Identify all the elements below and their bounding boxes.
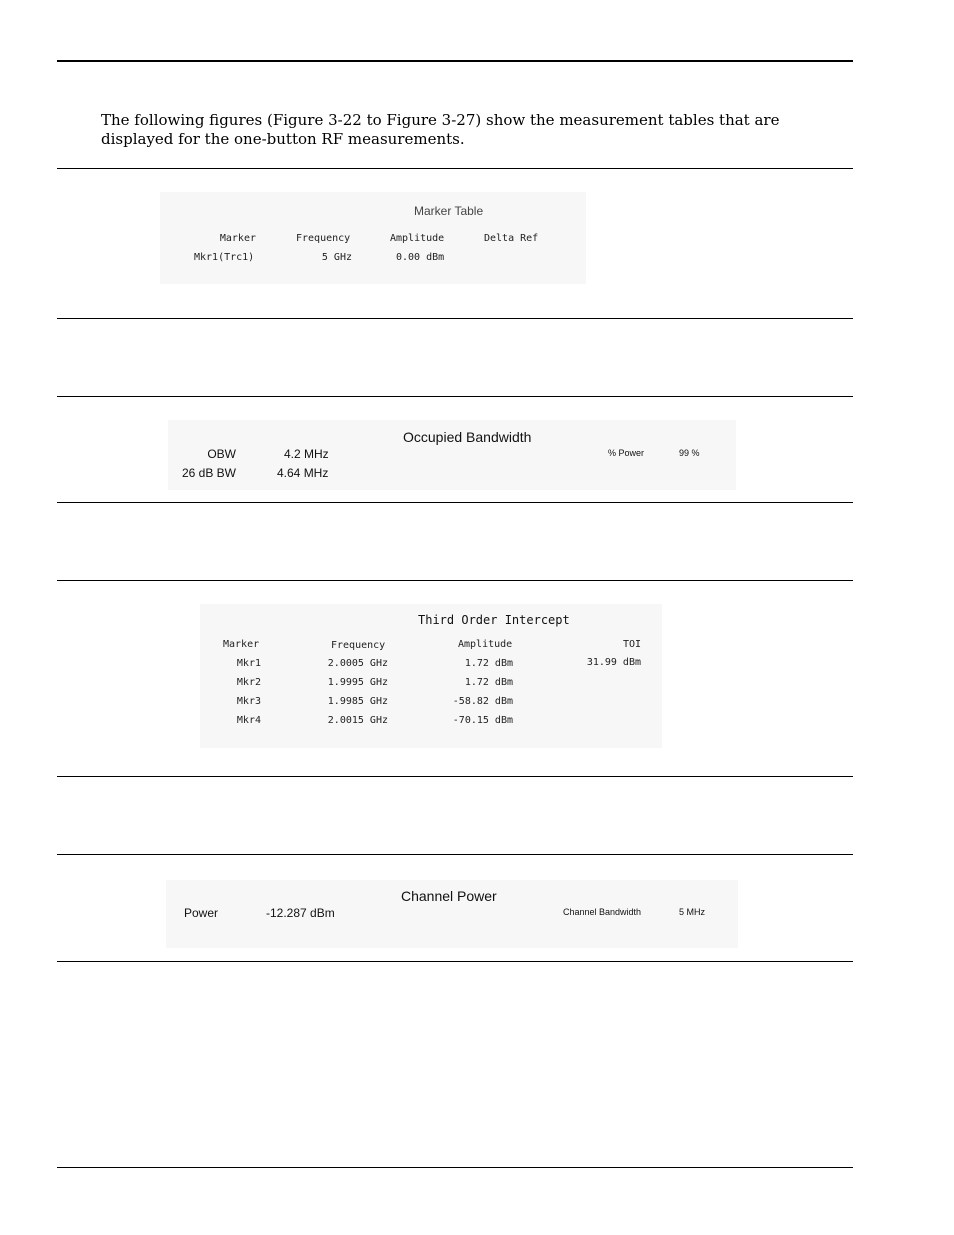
toi-row-frequency: 2.0005 GHz xyxy=(327,658,388,669)
marker-table-header-delta-ref: Delta Ref xyxy=(484,233,539,244)
toi-row-marker: Mkr3 xyxy=(236,696,261,707)
figure-rule xyxy=(57,580,853,581)
toi-row-amplitude: -58.82 dBm xyxy=(452,696,513,707)
toi-row-frequency: 2.0015 GHz xyxy=(327,715,388,726)
obw-value: 4.2 MHz xyxy=(284,447,329,461)
footer-rule xyxy=(57,1167,853,1168)
bw-26db-value: 4.64 MHz xyxy=(277,466,329,480)
figure-rule xyxy=(57,502,853,503)
toi-row-marker: Mkr2 xyxy=(236,677,261,688)
marker-table-cell-marker: Mkr1(Trc1) xyxy=(194,252,255,263)
toi-row-amplitude: -70.15 dBm xyxy=(452,715,513,726)
toi-header-amplitude: Amplitude xyxy=(458,639,513,650)
figure-rule xyxy=(57,396,853,397)
bw-26db-label: 26 dB BW xyxy=(181,466,236,480)
channel-bandwidth-value: 5 MHz xyxy=(679,907,706,917)
toi-header-frequency: Frequency xyxy=(331,640,386,651)
figure-rule xyxy=(57,318,853,319)
intro-paragraph: The following figures (Figure 3-22 to Figure 3-27) show the measurement tables that are displayed for the one-button RF measurements. xyxy=(101,111,780,148)
marker-table-cell-frequency: 5 GHz xyxy=(321,252,352,263)
obw-title: Occupied Bandwidth xyxy=(403,429,532,445)
figure-rule xyxy=(57,776,853,777)
channel-power-label: Power xyxy=(184,906,219,920)
obw-label: OBW xyxy=(207,447,236,461)
toi-row-amplitude: 1.72 dBm xyxy=(464,658,513,669)
toi-row-amplitude: 1.72 dBm xyxy=(464,677,513,688)
toi-title: Third Order Intercept xyxy=(418,613,570,627)
figure-rule xyxy=(57,854,853,855)
percent-power-value: 99 % xyxy=(679,448,700,458)
toi-row-marker: Mkr4 xyxy=(236,715,261,726)
toi-header-toi: TOI xyxy=(622,639,641,650)
toi-row-marker: Mkr1 xyxy=(236,658,261,669)
channel-power-value: -12.287 dBm xyxy=(266,906,335,920)
toi-row-toi: 31.99 dBm xyxy=(586,657,641,668)
marker-table-header-frequency: Frequency xyxy=(296,233,351,244)
channel-bandwidth-label: Channel Bandwidth xyxy=(563,907,642,917)
channel-power-title: Channel Power xyxy=(401,888,497,904)
header-rule xyxy=(57,60,853,62)
marker-table-header-marker: Marker xyxy=(219,233,256,244)
figure-rule xyxy=(57,961,853,962)
marker-table-title: Marker Table xyxy=(414,204,484,218)
marker-table-cell-amplitude: 0.00 dBm xyxy=(396,252,445,263)
marker-table-header-amplitude: Amplitude xyxy=(390,233,445,244)
toi-row-frequency: 1.9995 GHz xyxy=(327,677,388,688)
percent-power-label: % Power xyxy=(608,448,645,458)
figure-rule xyxy=(57,168,853,169)
toi-header-marker: Marker xyxy=(223,639,260,650)
toi-row-frequency: 1.9985 GHz xyxy=(327,696,388,707)
